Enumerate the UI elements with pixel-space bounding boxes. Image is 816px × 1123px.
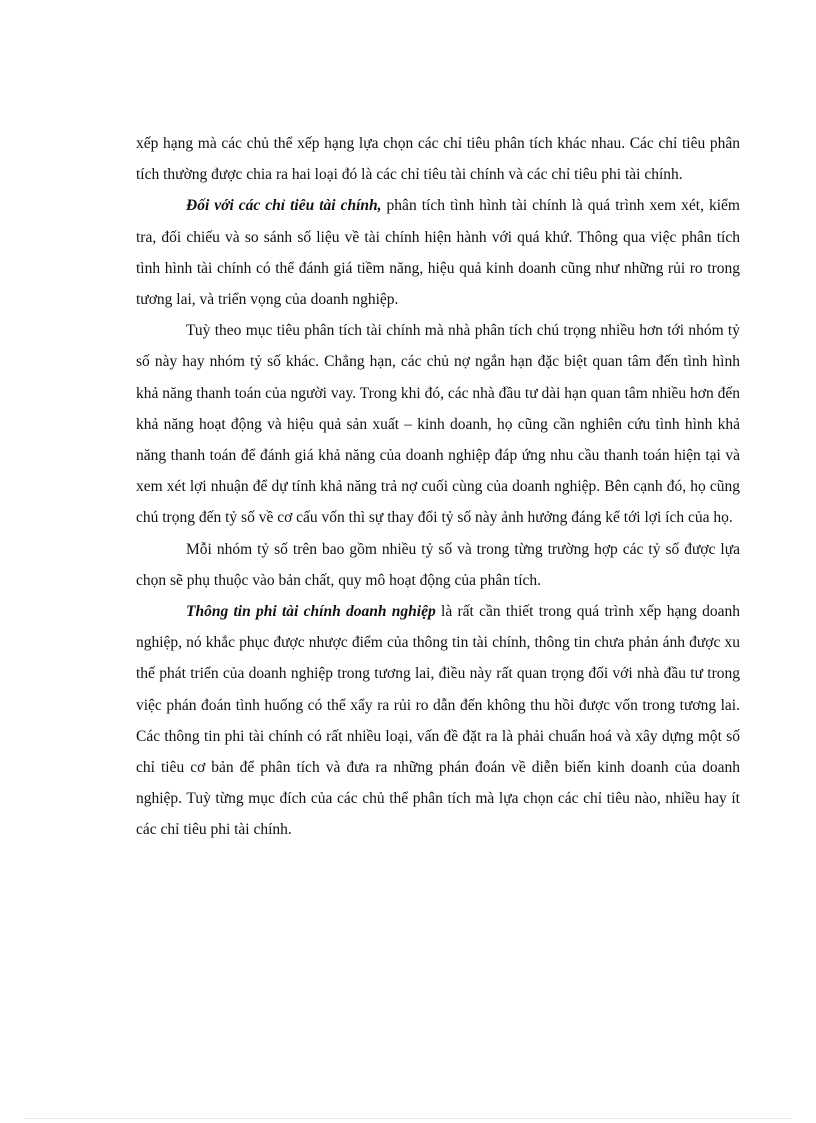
paragraph-text: phân tích tình hình tài chính là quá trình xem xét, kiểm tra, đối chiếu và so sánh số liệu về tài chính hiện hành với quá khứ. Thông qua việc phân tích tình hình tài chính có thể đánh giá tiềm năng, hiệu quả kinh doanh cũng như những rủi ro trong tương lai, và triển vọng của doanh nghiệp.: [136, 197, 740, 309]
body-text: [136, 128, 740, 846]
paragraph-lead: Đối với các chỉ tiêu tài chính,: [186, 197, 382, 215]
paragraph-ratio-groups: [136, 534, 740, 596]
paragraph-continuation: [136, 128, 740, 190]
paragraph-financial-indicators: [136, 190, 740, 315]
paragraph-text: Mỗi nhóm tỷ số trên bao gồm nhiều tỷ số và trong từng trường hợp các tỷ số được lựa chọn sẽ phụ thuộc vào bản chất, quy mô hoạt động của phân tích.: [136, 540, 740, 589]
paragraph-text: xếp hạng mà các chủ thể xếp hạng lựa chọn các chỉ tiêu phân tích khác nhau. Các chỉ tiêu phân tích thường được chia ra hai loại đó là các chỉ tiêu tài chính và các chỉ tiêu phi tài chính.: [136, 135, 740, 184]
paragraph-non-financial-info: [136, 596, 740, 846]
paragraph-analysis-goals: [136, 315, 740, 533]
paragraph-text: Tuỳ theo mục tiêu phân tích tài chính mà nhà phân tích chú trọng nhiều hơn tới nhóm tỷ số này hay nhóm tỷ số khác. Chẳng hạn, các chủ nợ ngắn hạn đặc biệt quan tâm đến tình hình khả năng thanh toán của người vay. Trong khi đó, các nhà đầu tư dài hạn quan tâm nhiều hơn đến khả năng hoạt động và hiệu quả sản xuất – kinh doanh, họ cũng cần nghiên cứu tình hình khả năng thanh toán để đánh giá khả năng của doanh nghiệp đáp ứng nhu cầu thanh toán hiện tại và xem xét lợi nhuận để dự tính khả năng trả nợ cuối cùng của doanh nghiệp. Bên cạnh đó, họ cũng chú trọng đến tỷ số về cơ cấu vốn thì sự thay đổi tỷ số này ảnh hưởng đáng kể tới lợi ích của họ.: [136, 322, 740, 527]
paragraph-lead: Thông tin phi tài chính doanh nghiệp: [186, 603, 436, 621]
paragraph-text: là rất cần thiết trong quá trình xếp hạng doanh nghiệp, nó khắc phục được nhược điểm của thông tin tài chính, thông tin chưa phản ánh được xu thế phát triển của doanh nghiệp trong tương lai, điều này rất quan trọng đối với nhà đầu tư trong việc phán đoán tình huống có thể xẩy ra rủi ro dẫn đến không thu hồi được vốn trong tương lai. Các thông tin phi tài chính có rất nhiều loại, vấn đề đặt ra là phải chuẩn hoá và xây dựng một số chỉ tiêu cơ bản để phân tích và đưa ra những phán đoán về diễn biến kinh doanh của doanh nghiệp. Tuỳ từng mục đích của các chủ thể phân tích mà lựa chọn các chỉ tiêu nào, nhiều hay ít các chỉ tiêu phi tài chính.: [136, 603, 741, 839]
page-bottom-divider: [24, 1118, 792, 1119]
